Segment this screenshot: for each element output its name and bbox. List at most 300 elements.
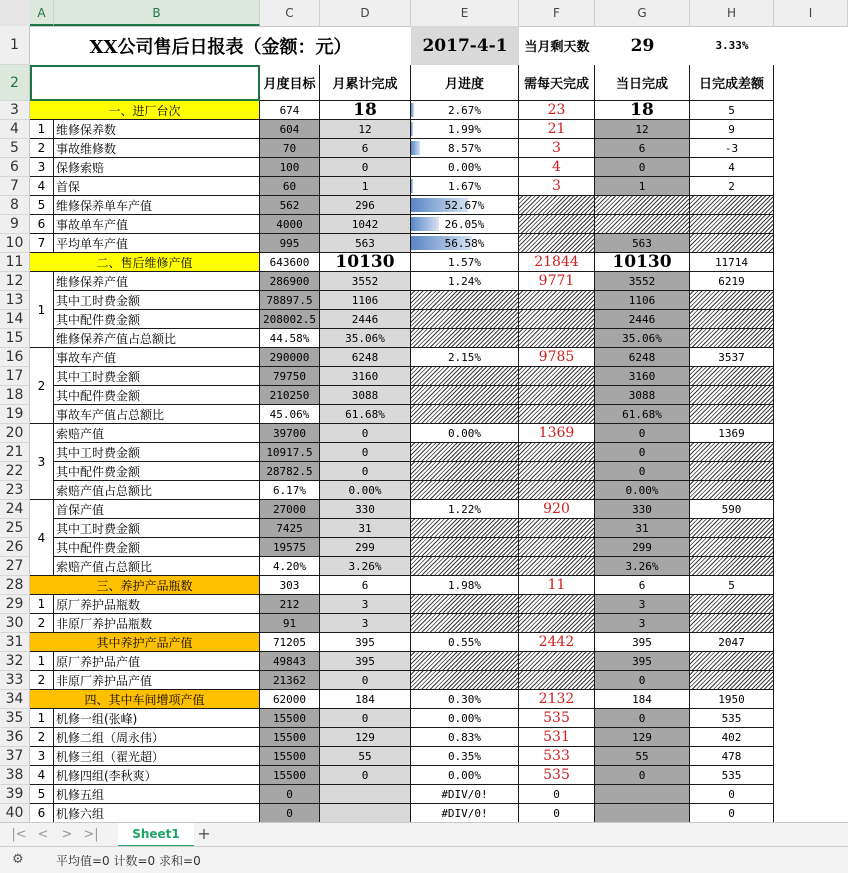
row-label[interactable] bbox=[54, 310, 260, 329]
daily-done[interactable] bbox=[595, 519, 690, 538]
monthly-progress[interactable] bbox=[411, 405, 519, 424]
row-label[interactable] bbox=[54, 139, 260, 158]
daily-diff[interactable] bbox=[690, 139, 774, 158]
monthly-cumulative[interactable] bbox=[320, 310, 411, 329]
monthly-target[interactable] bbox=[260, 728, 320, 747]
daily-done[interactable] bbox=[595, 557, 690, 576]
monthly-cumulative[interactable] bbox=[320, 671, 411, 690]
row-label[interactable] bbox=[54, 405, 260, 424]
daily-diff[interactable] bbox=[690, 652, 774, 671]
daily-diff[interactable] bbox=[690, 690, 774, 709]
row-number[interactable] bbox=[30, 709, 54, 728]
monthly-target[interactable] bbox=[260, 234, 320, 253]
monthly-cumulative[interactable] bbox=[320, 690, 411, 709]
daily-done[interactable] bbox=[595, 652, 690, 671]
monthly-cumulative[interactable] bbox=[320, 367, 411, 386]
row-number[interactable] bbox=[30, 120, 54, 139]
monthly-cumulative[interactable] bbox=[320, 633, 411, 652]
header-blank-cell[interactable] bbox=[30, 65, 260, 101]
monthly-progress[interactable] bbox=[411, 120, 519, 139]
daily-needed[interactable] bbox=[519, 443, 595, 462]
daily-done[interactable] bbox=[595, 139, 690, 158]
row-number[interactable] bbox=[30, 614, 54, 633]
column-header-e[interactable]: E bbox=[411, 0, 519, 26]
daily-done[interactable] bbox=[595, 804, 690, 822]
column-header-i[interactable]: I bbox=[774, 0, 848, 26]
column-header-c[interactable]: C bbox=[260, 0, 320, 26]
row-header-12[interactable]: 12 bbox=[0, 272, 30, 291]
monthly-cumulative[interactable] bbox=[320, 139, 411, 158]
daily-done[interactable] bbox=[595, 329, 690, 348]
row-header-17[interactable]: 17 bbox=[0, 367, 30, 386]
daily-needed[interactable] bbox=[519, 462, 595, 481]
monthly-cumulative[interactable] bbox=[320, 785, 411, 804]
row-label[interactable] bbox=[54, 462, 260, 481]
row-label[interactable] bbox=[54, 443, 260, 462]
monthly-target[interactable] bbox=[260, 709, 320, 728]
row-label[interactable] bbox=[54, 234, 260, 253]
header-h[interactable] bbox=[690, 65, 774, 101]
monthly-target[interactable] bbox=[260, 614, 320, 633]
row-header-7[interactable]: 7 bbox=[0, 177, 30, 196]
report-title[interactable] bbox=[30, 26, 411, 65]
header-f[interactable] bbox=[519, 65, 595, 101]
monthly-target[interactable] bbox=[260, 253, 320, 272]
row-label[interactable] bbox=[54, 519, 260, 538]
monthly-progress[interactable] bbox=[411, 671, 519, 690]
monthly-progress[interactable] bbox=[411, 196, 519, 215]
monthly-cumulative[interactable] bbox=[320, 709, 411, 728]
daily-diff[interactable] bbox=[690, 709, 774, 728]
row-label[interactable] bbox=[54, 557, 260, 576]
daily-diff[interactable] bbox=[690, 291, 774, 310]
daily-needed[interactable] bbox=[519, 576, 595, 595]
row-label[interactable] bbox=[54, 215, 260, 234]
header-e[interactable] bbox=[411, 65, 519, 101]
daily-diff[interactable] bbox=[690, 557, 774, 576]
daily-needed[interactable] bbox=[519, 481, 595, 500]
row-number[interactable] bbox=[30, 139, 54, 158]
monthly-cumulative[interactable] bbox=[320, 557, 411, 576]
row-label[interactable] bbox=[54, 424, 260, 443]
daily-needed[interactable] bbox=[519, 405, 595, 424]
row-header-25[interactable]: 25 bbox=[0, 519, 30, 538]
daily-needed[interactable] bbox=[519, 500, 595, 519]
daily-needed[interactable] bbox=[519, 785, 595, 804]
daily-needed[interactable] bbox=[519, 633, 595, 652]
monthly-progress[interactable] bbox=[411, 291, 519, 310]
daily-done[interactable] bbox=[595, 671, 690, 690]
daily-needed[interactable] bbox=[519, 671, 595, 690]
daily-diff[interactable] bbox=[690, 234, 774, 253]
row-label[interactable] bbox=[54, 614, 260, 633]
daily-diff[interactable] bbox=[690, 576, 774, 595]
row-label[interactable] bbox=[54, 766, 260, 785]
row-header-31[interactable]: 31 bbox=[0, 633, 30, 652]
row-header-21[interactable]: 21 bbox=[0, 443, 30, 462]
monthly-cumulative[interactable] bbox=[320, 329, 411, 348]
row-number[interactable] bbox=[30, 728, 54, 747]
monthly-cumulative[interactable] bbox=[320, 804, 411, 822]
daily-diff[interactable] bbox=[690, 519, 774, 538]
daily-done[interactable] bbox=[595, 234, 690, 253]
daily-needed[interactable] bbox=[519, 139, 595, 158]
monthly-cumulative[interactable] bbox=[320, 348, 411, 367]
row-header-35[interactable]: 35 bbox=[0, 709, 30, 728]
spreadsheet-grid[interactable] bbox=[30, 26, 848, 822]
days-left-value[interactable] bbox=[595, 26, 690, 65]
daily-needed[interactable] bbox=[519, 310, 595, 329]
monthly-progress[interactable] bbox=[411, 443, 519, 462]
daily-done[interactable] bbox=[595, 538, 690, 557]
monthly-progress[interactable] bbox=[411, 101, 519, 120]
row-label[interactable] bbox=[54, 158, 260, 177]
daily-done[interactable] bbox=[595, 595, 690, 614]
daily-needed[interactable] bbox=[519, 367, 595, 386]
monthly-progress[interactable] bbox=[411, 690, 519, 709]
daily-done[interactable] bbox=[595, 348, 690, 367]
group-number[interactable] bbox=[30, 424, 54, 500]
monthly-target[interactable] bbox=[260, 519, 320, 538]
monthly-progress[interactable] bbox=[411, 367, 519, 386]
daily-needed[interactable] bbox=[519, 747, 595, 766]
monthly-cumulative[interactable] bbox=[320, 386, 411, 405]
daily-done[interactable] bbox=[595, 690, 690, 709]
monthly-target[interactable] bbox=[260, 158, 320, 177]
daily-done[interactable] bbox=[595, 747, 690, 766]
daily-done[interactable] bbox=[595, 424, 690, 443]
daily-diff[interactable] bbox=[690, 804, 774, 822]
daily-done[interactable] bbox=[595, 614, 690, 633]
section-label[interactable] bbox=[30, 253, 260, 272]
row-number[interactable] bbox=[30, 196, 54, 215]
monthly-target[interactable] bbox=[260, 405, 320, 424]
row-header-27[interactable]: 27 bbox=[0, 557, 30, 576]
monthly-cumulative[interactable] bbox=[320, 234, 411, 253]
monthly-target[interactable] bbox=[260, 652, 320, 671]
row-header-29[interactable]: 29 bbox=[0, 595, 30, 614]
monthly-target[interactable] bbox=[260, 633, 320, 652]
row-label[interactable] bbox=[54, 367, 260, 386]
select-all-corner[interactable] bbox=[0, 0, 31, 26]
monthly-cumulative[interactable] bbox=[320, 766, 411, 785]
monthly-cumulative[interactable] bbox=[320, 120, 411, 139]
row-header-3[interactable]: 3 bbox=[0, 101, 30, 120]
daily-needed[interactable] bbox=[519, 386, 595, 405]
monthly-target[interactable] bbox=[260, 443, 320, 462]
monthly-target[interactable] bbox=[260, 367, 320, 386]
row-header-26[interactable]: 26 bbox=[0, 538, 30, 557]
row-number[interactable] bbox=[30, 234, 54, 253]
row-number[interactable] bbox=[30, 215, 54, 234]
row-header-22[interactable]: 22 bbox=[0, 462, 30, 481]
monthly-cumulative[interactable] bbox=[320, 481, 411, 500]
row-header-4[interactable]: 4 bbox=[0, 120, 30, 139]
column-header-g[interactable]: G bbox=[595, 0, 690, 26]
monthly-progress[interactable] bbox=[411, 386, 519, 405]
monthly-target[interactable] bbox=[260, 424, 320, 443]
row-header-28[interactable]: 28 bbox=[0, 576, 30, 595]
daily-done[interactable] bbox=[595, 481, 690, 500]
row-header-15[interactable]: 15 bbox=[0, 329, 30, 348]
monthly-cumulative[interactable] bbox=[320, 177, 411, 196]
daily-diff[interactable] bbox=[690, 386, 774, 405]
daily-diff[interactable] bbox=[690, 766, 774, 785]
monthly-progress[interactable] bbox=[411, 633, 519, 652]
row-label[interactable] bbox=[54, 728, 260, 747]
daily-needed[interactable] bbox=[519, 728, 595, 747]
monthly-progress[interactable] bbox=[411, 234, 519, 253]
daily-needed[interactable] bbox=[519, 766, 595, 785]
days-left-percent[interactable] bbox=[690, 26, 774, 65]
monthly-cumulative[interactable] bbox=[320, 747, 411, 766]
daily-done[interactable] bbox=[595, 500, 690, 519]
monthly-target[interactable] bbox=[260, 139, 320, 158]
daily-diff[interactable] bbox=[690, 500, 774, 519]
row-header-30[interactable]: 30 bbox=[0, 614, 30, 633]
row-label[interactable] bbox=[54, 196, 260, 215]
group-number[interactable] bbox=[30, 500, 54, 576]
monthly-target[interactable] bbox=[260, 557, 320, 576]
monthly-target[interactable] bbox=[260, 481, 320, 500]
daily-needed[interactable] bbox=[519, 329, 595, 348]
daily-needed[interactable] bbox=[519, 215, 595, 234]
row-label[interactable] bbox=[54, 747, 260, 766]
daily-done[interactable] bbox=[595, 386, 690, 405]
row-label[interactable] bbox=[54, 348, 260, 367]
prev-sheet-icon[interactable]: < bbox=[37, 827, 49, 842]
add-sheet-icon[interactable]: + bbox=[197, 824, 211, 843]
row-number[interactable] bbox=[30, 177, 54, 196]
monthly-cumulative[interactable] bbox=[320, 538, 411, 557]
monthly-progress[interactable] bbox=[411, 424, 519, 443]
monthly-progress[interactable] bbox=[411, 177, 519, 196]
monthly-progress[interactable] bbox=[411, 709, 519, 728]
row-label[interactable] bbox=[54, 595, 260, 614]
monthly-progress[interactable] bbox=[411, 253, 519, 272]
row-label[interactable] bbox=[54, 481, 260, 500]
row-header-33[interactable]: 33 bbox=[0, 671, 30, 690]
daily-needed[interactable] bbox=[519, 804, 595, 822]
monthly-cumulative[interactable] bbox=[320, 576, 411, 595]
daily-diff[interactable] bbox=[690, 253, 774, 272]
daily-done[interactable] bbox=[595, 272, 690, 291]
sheet-tab-sheet1[interactable]: Sheet1 bbox=[118, 823, 194, 847]
monthly-target[interactable] bbox=[260, 462, 320, 481]
daily-needed[interactable] bbox=[519, 196, 595, 215]
daily-done[interactable] bbox=[595, 576, 690, 595]
monthly-cumulative[interactable] bbox=[320, 291, 411, 310]
daily-needed[interactable] bbox=[519, 272, 595, 291]
row-number[interactable] bbox=[30, 671, 54, 690]
monthly-target[interactable] bbox=[260, 538, 320, 557]
daily-needed[interactable] bbox=[519, 652, 595, 671]
row-label[interactable] bbox=[54, 652, 260, 671]
monthly-cumulative[interactable] bbox=[320, 614, 411, 633]
row-label[interactable] bbox=[54, 386, 260, 405]
row-label[interactable] bbox=[54, 329, 260, 348]
daily-done[interactable] bbox=[595, 405, 690, 424]
daily-diff[interactable] bbox=[690, 272, 774, 291]
group-number[interactable] bbox=[30, 348, 54, 424]
monthly-progress[interactable] bbox=[411, 348, 519, 367]
monthly-cumulative[interactable] bbox=[320, 158, 411, 177]
next-sheet-icon[interactable]: > bbox=[61, 827, 73, 842]
daily-needed[interactable] bbox=[519, 424, 595, 443]
monthly-target[interactable] bbox=[260, 348, 320, 367]
daily-diff[interactable] bbox=[690, 196, 774, 215]
monthly-progress[interactable] bbox=[411, 139, 519, 158]
monthly-cumulative[interactable] bbox=[320, 595, 411, 614]
monthly-progress[interactable] bbox=[411, 519, 519, 538]
monthly-cumulative[interactable] bbox=[320, 424, 411, 443]
daily-needed[interactable] bbox=[519, 120, 595, 139]
section-label[interactable] bbox=[30, 101, 260, 120]
daily-diff[interactable] bbox=[690, 424, 774, 443]
monthly-target[interactable] bbox=[260, 291, 320, 310]
monthly-progress[interactable] bbox=[411, 215, 519, 234]
row-header-20[interactable]: 20 bbox=[0, 424, 30, 443]
daily-done[interactable] bbox=[595, 766, 690, 785]
monthly-progress[interactable] bbox=[411, 766, 519, 785]
monthly-cumulative[interactable] bbox=[320, 443, 411, 462]
daily-done[interactable] bbox=[595, 177, 690, 196]
monthly-target[interactable] bbox=[260, 747, 320, 766]
daily-diff[interactable] bbox=[690, 310, 774, 329]
daily-done[interactable] bbox=[595, 101, 690, 120]
daily-diff[interactable] bbox=[690, 614, 774, 633]
monthly-progress[interactable] bbox=[411, 652, 519, 671]
monthly-target[interactable] bbox=[260, 766, 320, 785]
row-label[interactable] bbox=[54, 272, 260, 291]
row-label[interactable] bbox=[54, 177, 260, 196]
daily-done[interactable] bbox=[595, 785, 690, 804]
daily-diff[interactable] bbox=[690, 329, 774, 348]
row-header-38[interactable]: 38 bbox=[0, 766, 30, 785]
row-label[interactable] bbox=[54, 785, 260, 804]
monthly-target[interactable] bbox=[260, 329, 320, 348]
report-date[interactable] bbox=[411, 26, 519, 65]
daily-needed[interactable] bbox=[519, 253, 595, 272]
row-label[interactable] bbox=[54, 671, 260, 690]
row-number[interactable] bbox=[30, 747, 54, 766]
row-header-2[interactable]: 2 bbox=[0, 65, 30, 101]
daily-done[interactable] bbox=[595, 120, 690, 139]
monthly-progress[interactable] bbox=[411, 500, 519, 519]
column-header-f[interactable]: F bbox=[519, 0, 595, 26]
row-label[interactable] bbox=[54, 500, 260, 519]
row-header-14[interactable]: 14 bbox=[0, 310, 30, 329]
daily-diff[interactable] bbox=[690, 158, 774, 177]
monthly-cumulative[interactable] bbox=[320, 272, 411, 291]
header-c[interactable] bbox=[260, 65, 320, 101]
row-number[interactable] bbox=[30, 804, 54, 822]
monthly-cumulative[interactable] bbox=[320, 253, 411, 272]
monthly-cumulative[interactable] bbox=[320, 728, 411, 747]
row-number[interactable] bbox=[30, 595, 54, 614]
section-label[interactable] bbox=[30, 576, 260, 595]
daily-diff[interactable] bbox=[690, 728, 774, 747]
section-label[interactable] bbox=[30, 690, 260, 709]
daily-done[interactable] bbox=[595, 253, 690, 272]
daily-needed[interactable] bbox=[519, 101, 595, 120]
monthly-cumulative[interactable] bbox=[320, 500, 411, 519]
monthly-target[interactable] bbox=[260, 785, 320, 804]
daily-diff[interactable] bbox=[690, 367, 774, 386]
row-number[interactable] bbox=[30, 785, 54, 804]
daily-done[interactable] bbox=[595, 215, 690, 234]
daily-diff[interactable] bbox=[690, 538, 774, 557]
header-d[interactable] bbox=[320, 65, 411, 101]
daily-done[interactable] bbox=[595, 291, 690, 310]
row-number[interactable] bbox=[30, 766, 54, 785]
monthly-target[interactable] bbox=[260, 196, 320, 215]
row-header-1[interactable]: 1 bbox=[0, 26, 30, 65]
daily-diff[interactable] bbox=[690, 101, 774, 120]
monthly-cumulative[interactable] bbox=[320, 519, 411, 538]
daily-done[interactable] bbox=[595, 443, 690, 462]
row-header-23[interactable]: 23 bbox=[0, 481, 30, 500]
monthly-target[interactable] bbox=[260, 215, 320, 234]
daily-needed[interactable] bbox=[519, 557, 595, 576]
monthly-cumulative[interactable] bbox=[320, 462, 411, 481]
monthly-progress[interactable] bbox=[411, 538, 519, 557]
monthly-target[interactable] bbox=[260, 576, 320, 595]
monthly-target[interactable] bbox=[260, 101, 320, 120]
row-header-39[interactable]: 39 bbox=[0, 785, 30, 804]
monthly-target[interactable] bbox=[260, 120, 320, 139]
monthly-target[interactable] bbox=[260, 671, 320, 690]
daily-diff[interactable] bbox=[690, 633, 774, 652]
row-header-8[interactable]: 8 bbox=[0, 196, 30, 215]
monthly-cumulative[interactable] bbox=[320, 101, 411, 120]
row-header-24[interactable]: 24 bbox=[0, 500, 30, 519]
row-header-18[interactable]: 18 bbox=[0, 386, 30, 405]
monthly-progress[interactable] bbox=[411, 614, 519, 633]
daily-diff[interactable] bbox=[690, 671, 774, 690]
monthly-progress[interactable] bbox=[411, 747, 519, 766]
daily-diff[interactable] bbox=[690, 747, 774, 766]
daily-needed[interactable] bbox=[519, 709, 595, 728]
daily-diff[interactable] bbox=[690, 785, 774, 804]
daily-needed[interactable] bbox=[519, 234, 595, 253]
monthly-progress[interactable] bbox=[411, 329, 519, 348]
daily-done[interactable] bbox=[595, 633, 690, 652]
daily-diff[interactable] bbox=[690, 348, 774, 367]
row-header-9[interactable]: 9 bbox=[0, 215, 30, 234]
daily-needed[interactable] bbox=[519, 348, 595, 367]
monthly-progress[interactable] bbox=[411, 576, 519, 595]
macro-icon[interactable]: ⚙ bbox=[12, 852, 24, 867]
monthly-progress[interactable] bbox=[411, 557, 519, 576]
monthly-progress[interactable] bbox=[411, 804, 519, 822]
column-header-d[interactable]: D bbox=[320, 0, 411, 26]
row-header-34[interactable]: 34 bbox=[0, 690, 30, 709]
days-left-label[interactable] bbox=[519, 26, 595, 65]
daily-needed[interactable] bbox=[519, 538, 595, 557]
daily-needed[interactable] bbox=[519, 614, 595, 633]
monthly-cumulative[interactable] bbox=[320, 215, 411, 234]
row-label[interactable] bbox=[54, 120, 260, 139]
row-number[interactable] bbox=[30, 652, 54, 671]
monthly-target[interactable] bbox=[260, 804, 320, 822]
daily-diff[interactable] bbox=[690, 595, 774, 614]
first-sheet-icon[interactable]: |< bbox=[11, 827, 27, 842]
column-header-a[interactable]: A bbox=[30, 0, 54, 26]
row-label[interactable] bbox=[54, 804, 260, 822]
daily-diff[interactable] bbox=[690, 443, 774, 462]
row-label[interactable] bbox=[54, 538, 260, 557]
